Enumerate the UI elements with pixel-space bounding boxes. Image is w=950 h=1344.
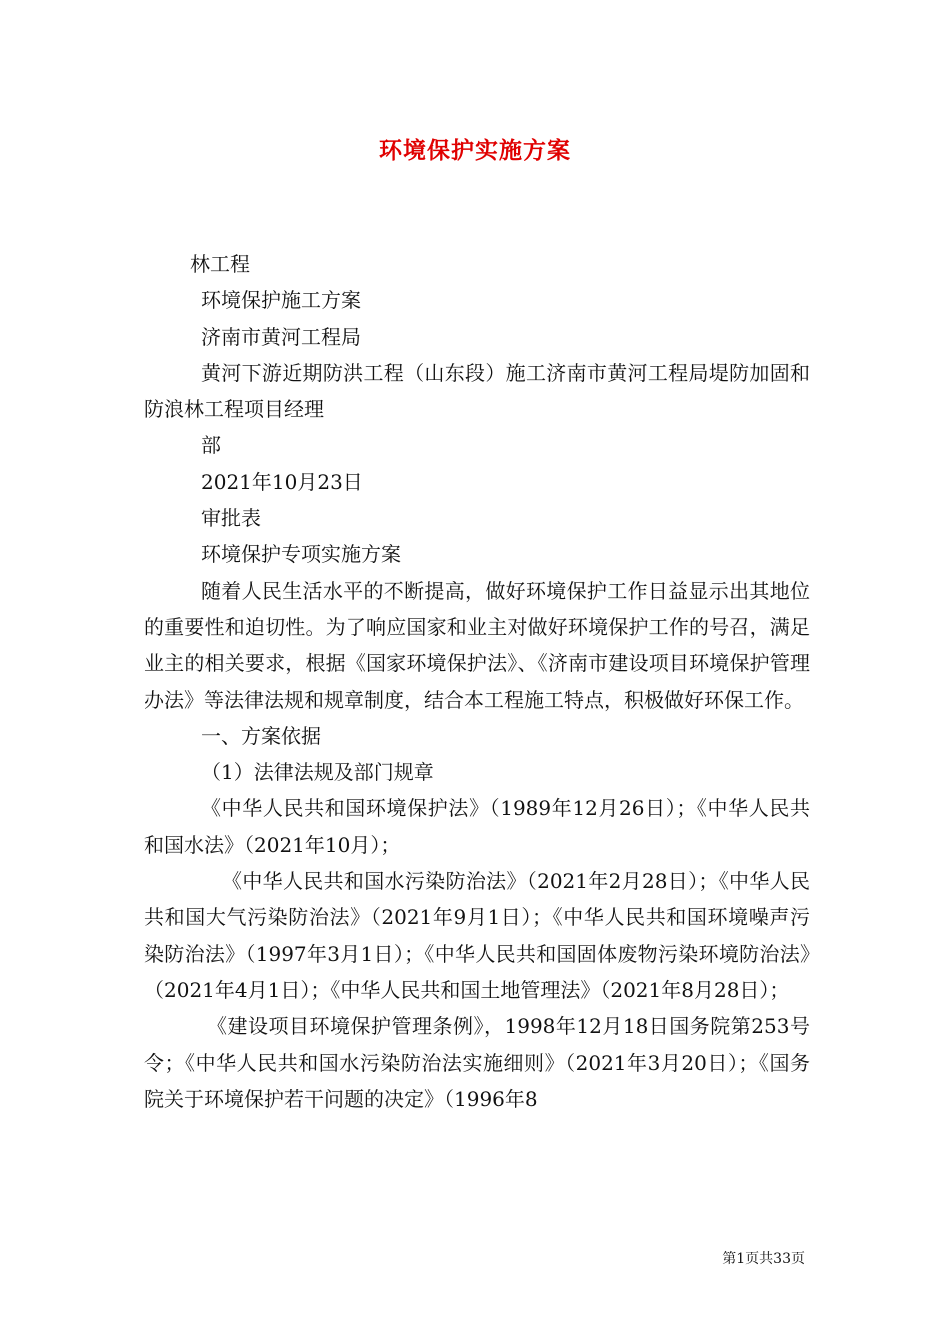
paragraph: 林工程 [190, 252, 250, 276]
section-heading: 一、方案依据 [201, 723, 321, 748]
paragraph: 《建设项目环境保护管理条例》，1998年12月18日国务院第253号令；《中华人民共和国水污染防治法实施细则》（2021年3月20日）；《国务院关于环境保护若干问题的决定》（1996年8 [144, 1014, 810, 1111]
paragraph: 黄河下游近期防洪工程（山东段）施工济南市黄河工程局堤防加固和防浪林工程项目经理 [144, 360, 810, 422]
paragraph: 环境保护专项实施方案 [201, 542, 401, 567]
page-number: 第1页共33页 [722, 1251, 805, 1267]
paragraph: 环境保护施工方案 [201, 288, 361, 313]
paragraph: 2021年10月23日 [201, 469, 363, 494]
document-title: 环境保护实施方案 [379, 137, 571, 164]
paragraph: 部 [201, 433, 221, 458]
paragraph: 《中华人民共和国水污染防治法》（2021年2月28日）；《中华人民共和国大气污染防治法》（2021年9月1日）；《中华人民共和国环境噪声污染防治法》（1997年3月1日）；《中华人民共和国固体废物污染环境防治法》（2021年4月1日）；《中华人民共和国土地管理法》（2021年8月28日）； [144, 869, 810, 1002]
paragraph: 审批表 [201, 506, 261, 531]
document-body [144, 246, 810, 1117]
paragraph: 《中华人民共和国环境保护法》（1989年12月26日）；《中华人民共和国水法》（2021年10月）； [144, 796, 810, 857]
subsection-heading: （1）法律法规及部门规章 [201, 760, 434, 785]
paragraph: 随着人民生活水平的不断提高，做好环境保护工作日益显示出其地位的重要性和迫切性。为了响应国家和业主对做好环境保护工作的号召，满足业主的相关要求，根据《国家环境保护法》、《济南市建设项目环境保护管理办法》等法律法规和规章制度，结合本工程施工特点，积极做好环保工作。 [144, 578, 810, 712]
paragraph: 济南市黄河工程局 [201, 324, 361, 349]
